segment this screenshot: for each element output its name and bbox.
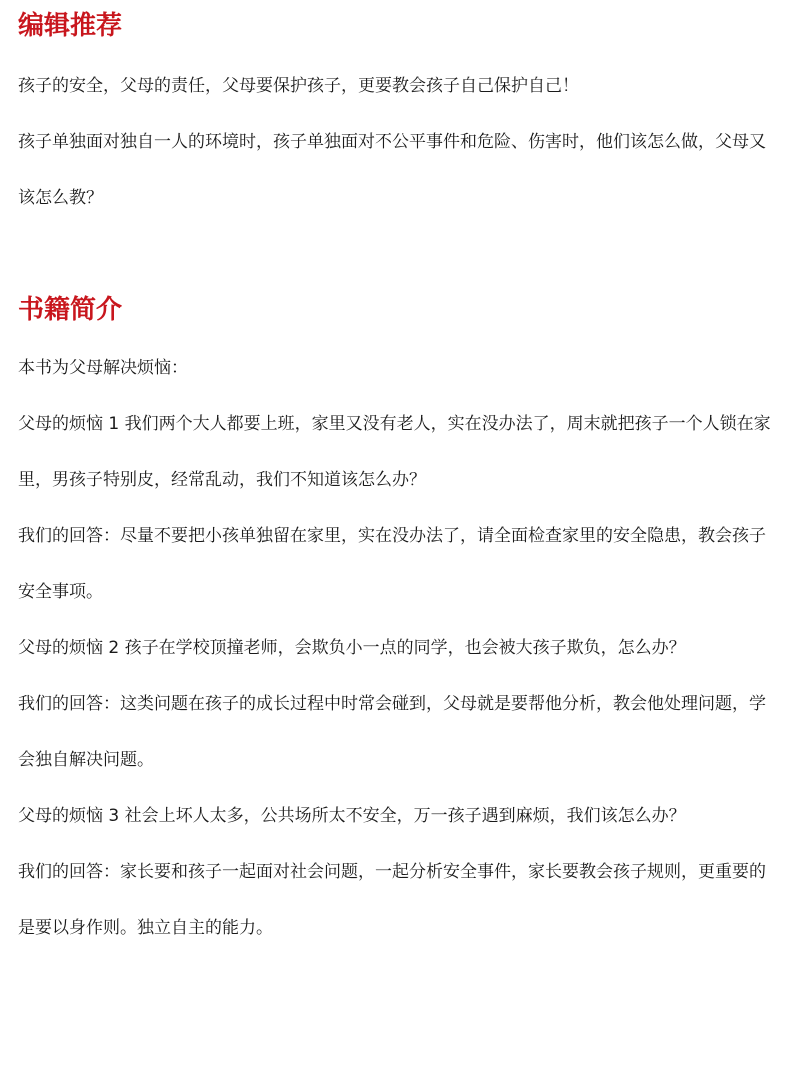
- paragraph: 孩子的安全，父母的责任，父母要保护孩子，更要教会孩子自己保护自己！: [18, 76, 579, 96]
- paragraph: 本书为父母解决烦恼：: [18, 358, 188, 378]
- paragraph: 我们的回答：家长要和孩子一起面对社会问题，一起分析安全事件，家长要教会孩子规则，更重要的是要以身作则。独立自主的能力。: [18, 862, 766, 938]
- paragraph: 父母的烦恼 1 我们两个大人都要上班，家里又没有老人，实在没办法了，周末就把孩子一个人锁在家里，男孩子特别皮，经常乱动，我们不知道该怎么办？: [18, 414, 771, 490]
- editor-recommendation-body: [18, 58, 778, 226]
- editor-recommendation-heading: 编辑推荐: [18, 11, 123, 41]
- paragraph: 父母的烦恼 3 社会上坏人太多，公共场所太不安全，万一孩子遇到麻烦，我们该怎么办？: [18, 806, 686, 826]
- paragraph: 我们的回答：这类问题在孩子的成长过程中时常会碰到，父母就是要帮他分析，教会他处理问题，学会独自解决问题。: [18, 694, 766, 770]
- paragraph: 孩子单独面对独自一人的环境时，孩子单独面对不公平事件和危险、伤害时，他们该怎么做，父母又该怎么教？: [18, 132, 766, 208]
- paragraph: 父母的烦恼 2 孩子在学校顶撞老师，会欺负小一点的同学，也会被大孩子欺负，怎么办？: [18, 638, 686, 658]
- paragraph: 我们的回答：尽量不要把小孩单独留在家里，实在没办法了，请全面检查家里的安全隐患，教会孩子安全事项。: [18, 526, 766, 602]
- book-intro-body: [18, 340, 778, 956]
- book-intro-heading: 书籍简介: [18, 295, 123, 325]
